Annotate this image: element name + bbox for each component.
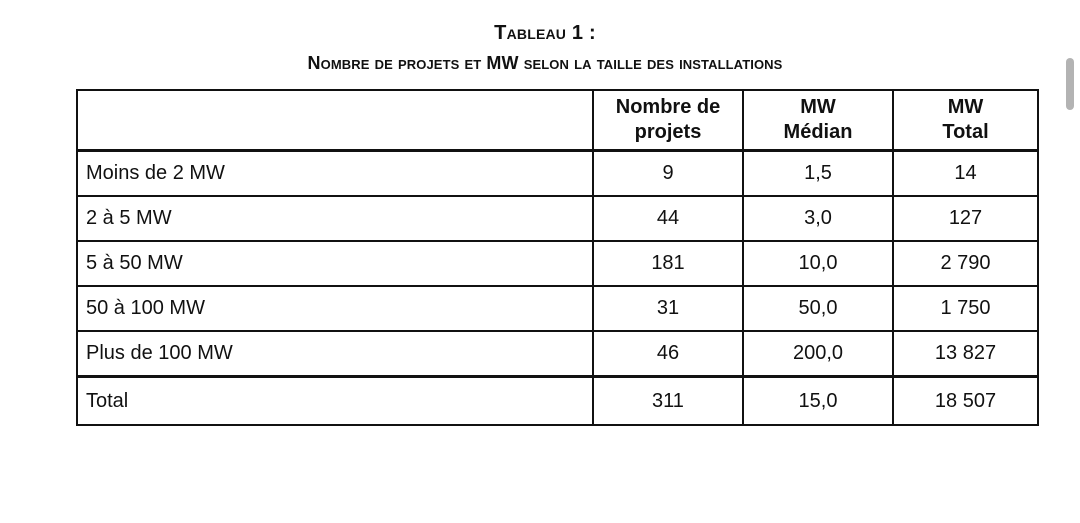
projects-table — [76, 89, 1039, 426]
table-row — [77, 196, 1038, 241]
scrollbar-thumb[interactable] — [1066, 58, 1074, 110]
caption-part1: Nombre de projets et — [307, 53, 487, 73]
header-projects-line1: Nombre de — [615, 96, 721, 118]
header-median — [743, 90, 893, 151]
row-label: 2 à 5 MW — [77, 196, 593, 241]
table-row — [77, 151, 1038, 197]
header-projects — [593, 90, 743, 151]
cell-total: 2 790 — [893, 241, 1038, 286]
cell-projects: 181 — [593, 241, 743, 286]
row-label: Plus de 100 MW — [77, 331, 593, 377]
row-label: 50 à 100 MW — [77, 286, 593, 331]
cell-projects: 9 — [593, 151, 743, 197]
caption-mw: MW — [486, 53, 519, 73]
table-total-row — [77, 377, 1038, 426]
header-total-line2: Total — [942, 121, 989, 143]
total-label: Total — [77, 377, 593, 426]
table-row — [77, 241, 1038, 286]
header-median-line2: Médian — [783, 121, 853, 143]
header-median-line1: MW — [800, 96, 836, 118]
cell-projects: 46 — [593, 331, 743, 377]
cell-median: 1,5 — [743, 151, 893, 197]
cell-projects: 44 — [593, 196, 743, 241]
cell-median: 10,0 — [743, 241, 893, 286]
row-label: 5 à 50 MW — [77, 241, 593, 286]
cell-total: 1 750 — [893, 286, 1038, 331]
cell-total: 14 — [893, 151, 1038, 197]
table-row — [77, 286, 1038, 331]
total-total: 18 507 — [893, 377, 1038, 426]
row-label: Moins de 2 MW — [77, 151, 593, 197]
total-median: 15,0 — [743, 377, 893, 426]
total-projects: 311 — [593, 377, 743, 426]
cell-median: 50,0 — [743, 286, 893, 331]
cell-median: 3,0 — [743, 196, 893, 241]
cell-total: 13 827 — [893, 331, 1038, 377]
header-label — [77, 90, 593, 151]
caption-part2: selon la taille des installations — [518, 53, 783, 73]
header-total — [893, 90, 1038, 151]
header-total-line1: MW — [947, 96, 984, 118]
cell-median: 200,0 — [743, 331, 893, 377]
table-header-row — [77, 90, 1038, 151]
table-row — [77, 331, 1038, 377]
cell-total: 127 — [893, 196, 1038, 241]
table-caption-number: Tableau 1 : — [494, 22, 596, 44]
header-projects-line2: projets — [634, 121, 702, 143]
table-caption-title — [0, 53, 1080, 74]
cell-projects: 31 — [593, 286, 743, 331]
